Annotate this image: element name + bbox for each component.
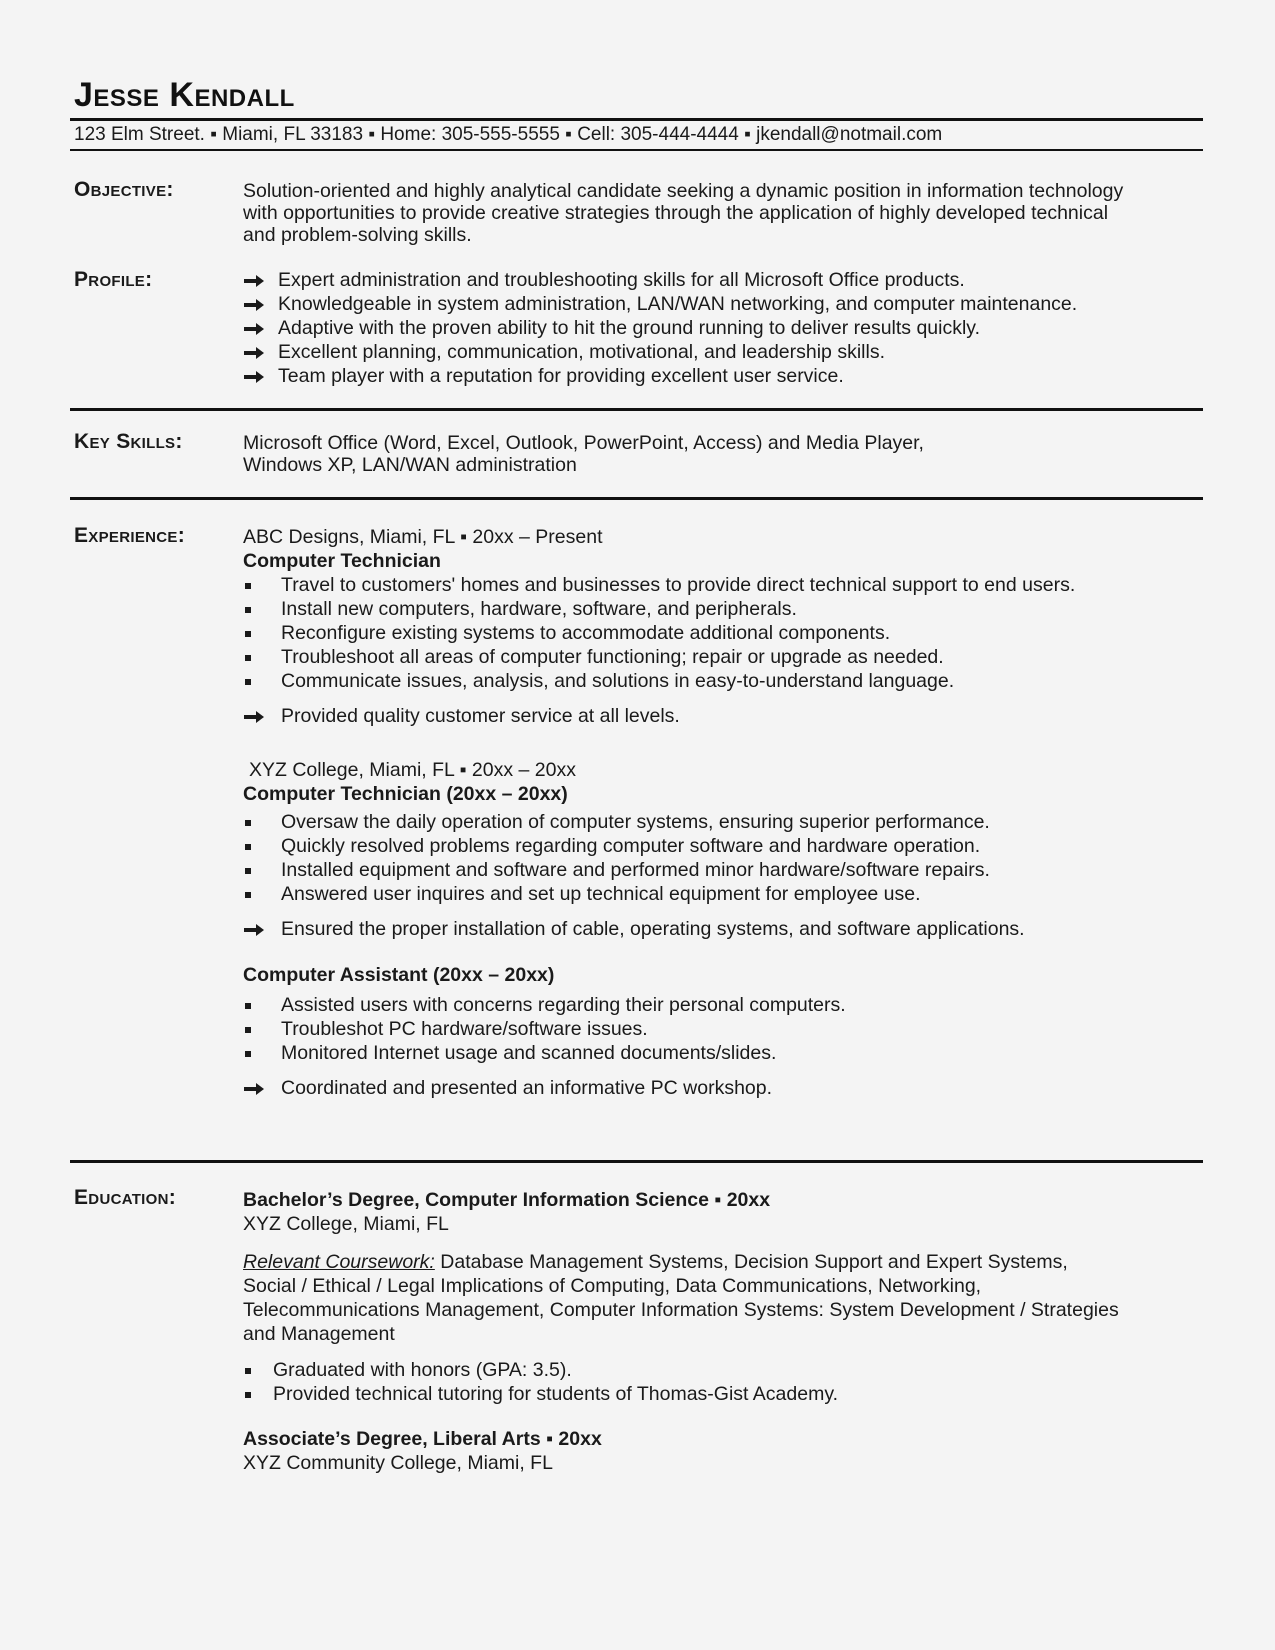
objective-heading: Objective: (74, 178, 174, 201)
arrow-right-icon (243, 370, 265, 384)
coursework-line: Social / Ethical / Legal Implications of Computing, Data Communications, Networking, (243, 1275, 982, 1297)
square-bullet-icon (245, 868, 251, 874)
candidate-name: Jesse Kendall (74, 76, 295, 114)
job-computer-assistant (243, 963, 846, 1100)
objective-text (243, 180, 1123, 246)
job-achievement: Provided quality customer service at all levels. (243, 704, 1075, 728)
profile-item-text: Adaptive with the proven ability to hit the ground running to deliver results quickly. (278, 317, 981, 339)
square-bullet-icon (245, 1051, 251, 1057)
job-duty: Monitored Internet usage and scanned documents/slides. (243, 1041, 846, 1065)
profile-item (243, 340, 1077, 364)
job-duty: Oversaw the daily operation of computer systems, ensuring superior performance. (243, 810, 1025, 834)
job-duty: Troubleshot PC hardware/software issues. (243, 1017, 846, 1041)
square-bullet-icon (245, 679, 251, 685)
key-skills-heading: Key Skills: (74, 430, 183, 453)
profile-item (243, 292, 1077, 316)
job-duty: Assisted users with concerns regarding their personal computers. (243, 993, 846, 1017)
arrow-right-icon (243, 346, 265, 360)
profile-item-text: Knowledgeable in system administration, LAN/WAN networking, and computer maintenance. (278, 293, 1078, 315)
degree-school: XYZ College, Miami, FL (243, 1213, 449, 1235)
coursework-label: Relevant Coursework: (243, 1251, 435, 1273)
arrow-right-icon (243, 322, 265, 336)
square-bullet-icon (245, 820, 251, 826)
coursework-line: Relevant Coursework: Database Management Systems, Decision Support and Expert Systems, (243, 1251, 1068, 1273)
degree-title: Bachelor’s Degree, Computer Information Science ▪ 20xx (243, 1189, 771, 1211)
square-bullet-icon (245, 655, 251, 661)
header-top-rule (70, 118, 1203, 121)
key-skills-line: Microsoft Office (Word, Excel, Outlook, PowerPoint, Access) and Media Player, (243, 432, 924, 454)
profile-heading: Profile: (74, 268, 153, 291)
education-heading: Education: (74, 1186, 177, 1209)
education-honor: Graduated with honors (GPA: 3.5). (243, 1358, 1119, 1382)
profile-item (243, 364, 1077, 388)
job-duty: Troubleshoot all areas of computer functioning; repair or upgrade as needed. (243, 645, 1075, 669)
job-abc-designs (243, 525, 1075, 728)
objective-line: with opportunities to provide creative strategies through the application of highly developed technical (243, 202, 1109, 224)
job-duty: Installed equipment and software and performed minor hardware/software repairs. (243, 858, 1025, 882)
square-bullet-icon (245, 1003, 251, 1009)
job-duty: Answered user inquires and set up technical equipment for employee use. (243, 882, 1025, 906)
degree-school: XYZ Community College, Miami, FL (243, 1452, 553, 1474)
job-duty: Install new computers, hardware, software, and peripherals. (243, 597, 1075, 621)
job-title: Computer Technician (243, 550, 441, 572)
arrow-right-icon (243, 710, 265, 724)
job-achievement: Coordinated and presented an informative PC workshop. (243, 1076, 846, 1100)
key-skills-text (243, 432, 924, 476)
section-rule (70, 1160, 1203, 1163)
degree-title: Associate’s Degree, Liberal Arts ▪ 20xx (243, 1428, 602, 1450)
job-duty: Quickly resolved problems regarding computer software and hardware operation. (243, 834, 1025, 858)
job-achievement: Ensured the proper installation of cable, operating systems, and software applications. (243, 917, 1025, 941)
square-bullet-icon (245, 892, 251, 898)
coursework (243, 1250, 1119, 1346)
job-employer: ABC Designs, Miami, FL ▪ 20xx – Present (243, 526, 603, 548)
arrow-right-icon (243, 298, 265, 312)
objective-line: and problem-solving skills. (243, 224, 472, 246)
header-bottom-rule (70, 149, 1203, 151)
profile-item-text: Excellent planning, communication, motivational, and leadership skills. (278, 341, 885, 363)
job-duty: Travel to customers' homes and businesses to provide direct technical support to end users. (243, 573, 1075, 597)
square-bullet-icon (245, 844, 251, 850)
education-honor: Provided technical tutoring for students of Thomas-Gist Academy. (243, 1382, 1119, 1406)
section-rule (70, 497, 1203, 500)
profile-item-text: Expert administration and troubleshooting skills for all Microsoft Office products. (278, 269, 965, 291)
square-bullet-icon (245, 607, 251, 613)
profile-item (243, 316, 1077, 340)
job-xyz-college (243, 758, 1025, 941)
contact-line: 123 Elm Street. ▪ Miami, FL 33183 ▪ Home: 305-555-5555 ▪ Cell: 305-444-4444 ▪ jkendall@notmail.com (74, 124, 943, 145)
key-skills-line: Windows XP, LAN/WAN administration (243, 454, 577, 476)
arrow-right-icon (243, 923, 265, 937)
profile-item (243, 268, 1077, 292)
education-bachelors (243, 1188, 1119, 1406)
job-title: Computer Assistant (20xx – 20xx) (243, 964, 555, 986)
coursework-line: and Management (243, 1323, 395, 1345)
job-title: Computer Technician (20xx – 20xx) (243, 783, 568, 805)
profile-list (243, 268, 1077, 388)
square-bullet-icon (245, 1027, 251, 1033)
section-rule (70, 408, 1203, 411)
profile-item-text: Team player with a reputation for providing excellent user service. (278, 365, 844, 387)
objective-line: Solution-oriented and highly analytical candidate seeking a dynamic position in information technology (243, 180, 1124, 202)
square-bullet-icon (245, 1392, 251, 1398)
coursework-line: Telecommunications Management, Computer Information Systems: System Development / Strategies (243, 1299, 1119, 1321)
arrow-right-icon (243, 1082, 265, 1096)
square-bullet-icon (245, 631, 251, 637)
job-employer: XYZ College, Miami, FL ▪ 20xx – 20xx (249, 759, 576, 781)
square-bullet-icon (245, 583, 251, 589)
education-associates (243, 1427, 602, 1475)
job-duty: Communicate issues, analysis, and solutions in easy-to-understand language. (243, 669, 1075, 693)
experience-heading: Experience: (74, 524, 185, 547)
job-duty: Reconfigure existing systems to accommodate additional components. (243, 621, 1075, 645)
square-bullet-icon (245, 1368, 251, 1374)
arrow-right-icon (243, 274, 265, 288)
